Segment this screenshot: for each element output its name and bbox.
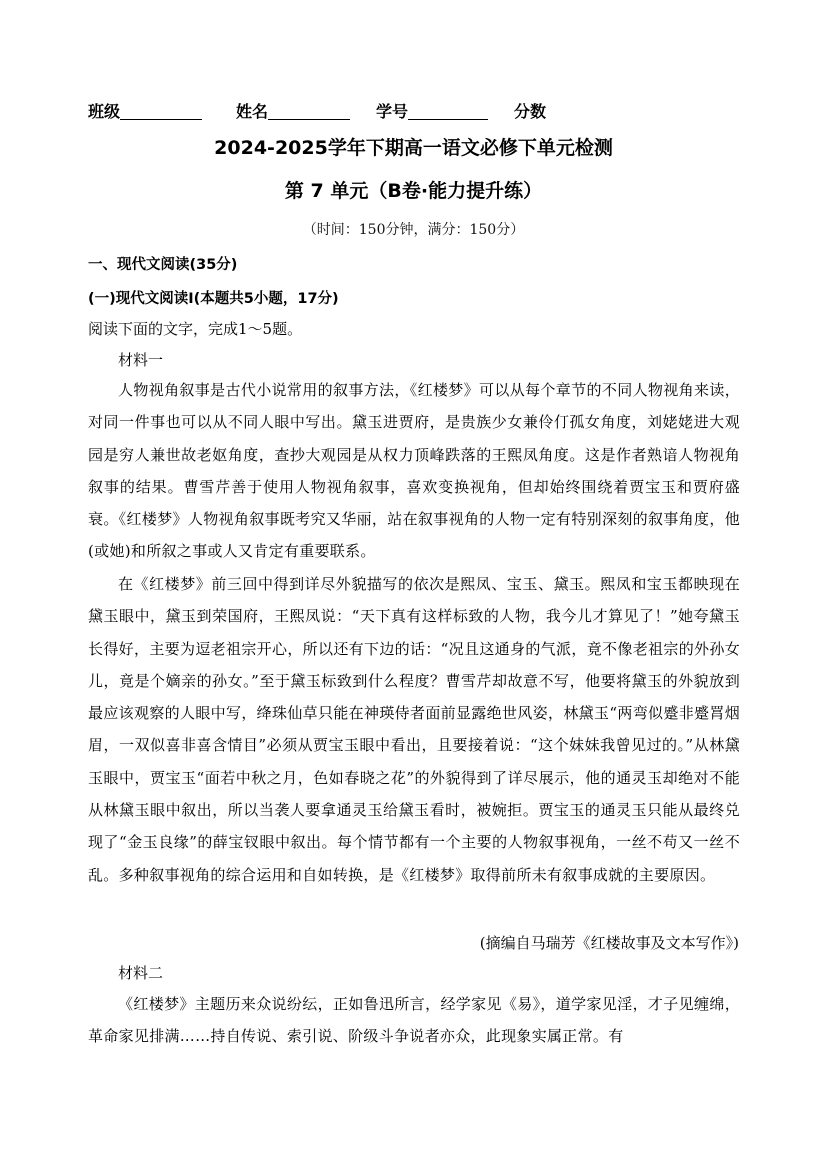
name-label: 姓名 [236, 102, 269, 121]
student-info-line [88, 98, 546, 124]
subsection-heading: (一)现代文阅读Ⅰ(本题共5小题，17分) [88, 291, 339, 307]
material-1-source: (摘编自马瑞芳《红楼故事及文本写作》) [479, 934, 739, 952]
exam-title: 2024-2025学年下期高一语文必修下单元检测 [214, 137, 613, 159]
class-label: 班级 [88, 102, 121, 121]
id-label: 学号 [376, 102, 409, 121]
reading-instruction: 阅读下面的文字，完成1～5题。 [88, 320, 303, 338]
material-2-label: 材料二 [118, 964, 164, 982]
material-2-paragraph: 《红楼梦》主题历来众说纷纭，正如鲁迅所言，经学家见《易》，道学家见淫，才子见缠绵，革命家见排满……持自传说、索引说、阶级斗争说者亦众，此现象实属正常。有 [88, 995, 740, 1046]
id-blank[interactable] [408, 101, 488, 120]
class-blank[interactable] [120, 101, 202, 120]
name-blank[interactable] [268, 101, 350, 120]
material-1-paragraph-1: 人物视角叙事是古代小说常用的叙事方法，《红楼梦》可以从每个章节的不同人物视角来读，对同一件事也可以从不同人眼中写出。黛玉进贾府，是贵族少女兼伶仃孤女角度，刘姥姥进大观园是穷人兼世故老妪角度，查抄大观园是从权力顶峰跌落的王熙凤角度。这是作者熟谙人物视角叙事的结果。曹雪芹善于使用人物视角叙事，喜欢变换视角，但却始终围绕着贾宝玉和贾府盛衰。《红楼梦》人物视角叙事既考究又华丽，站在叙事视角的人物一定有特别深刻的叙事角度，他(或她)和所叙之事或人又肯定有重要联系。 [88, 381, 740, 561]
material-1-paragraph-2: 在《红楼梦》前三回中得到详尽外貌描写的依次是熙凤、宝玉、黛玉。熙凤和宝玉都映现在黛玉眼中，黛玉到荣国府，王熙凤说：“天下真有这样标致的人物，我今儿才算见了！”她夸黛玉长得好，主要为逗老祖宗开心，所以还有下边的话：“况且这通身的气派，竟不像老祖宗的外孙女儿，竟是个嫡亲的孙女。”至于黛玉标致到什么程度？曹雪芹却故意不写，他要将黛玉的外貌放到最应该观察的人眼中写，绛珠仙草只能在神瑛侍者面前显露绝世风姿，林黛玉“两弯似蹙非蹙罥烟眉，一双似喜非喜含情目”必须从贾宝玉眼中看出，且要接着说：“这个妹妹我曾见过的。”从林黛玉眼中，贾宝玉“面若中秋之月，色如春晓之花”的外貌得到了详尽展示，他的通灵玉却绝对不能从林黛玉眼中叙出，所以当袭人要拿通灵玉给黛玉看时，被婉拒。贾宝玉的通灵玉只能从最终兑现了“金玉良缘”的薛宝钗眼中叙出。每个情节都有一个主要的人物叙事视角，一丝不苟又一丝不乱。多种叙事视角的综合运用和自如转换，是《红楼梦》取得前所未有叙事成就的主要原因。 [88, 575, 740, 884]
exam-time-info: （时间：150分钟，满分：150分） [302, 222, 525, 238]
exam-subtitle: 第 7 单元（B卷·能力提升练） [284, 180, 543, 202]
section-heading: 一、现代文阅读(35分) [88, 257, 238, 273]
score-label: 分数 [514, 102, 547, 121]
material-1-label: 材料一 [118, 351, 164, 369]
